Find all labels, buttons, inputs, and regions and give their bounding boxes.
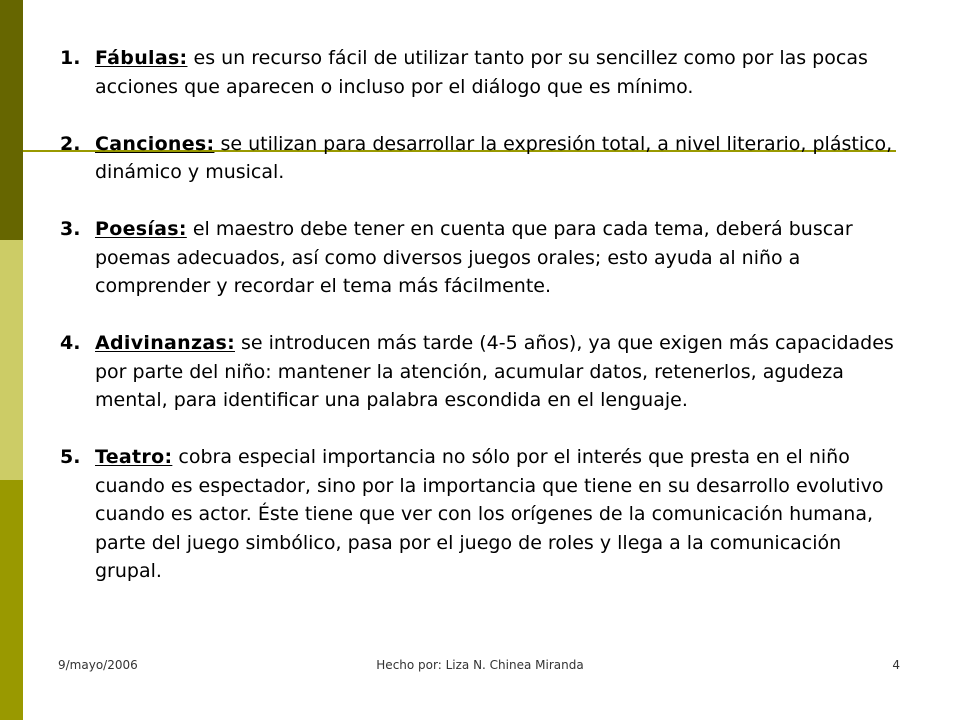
item-term: Poesías:: [95, 218, 187, 240]
side-bar-top: [0, 0, 23, 240]
list-item-teatro: [60, 443, 900, 586]
item-text: el maestro debe tener en cuenta que para cada tema, deberá buscar poemas adecuados, así como diversos juegos orales; esto ayuda al niño a comprender y recordar el tema más fácilmente.: [95, 218, 853, 297]
item-body: [95, 329, 900, 415]
footer-date: 9/mayo/2006: [58, 658, 138, 672]
side-bar-middle: [0, 240, 23, 480]
item-term: Canciones:: [95, 132, 215, 155]
item-text: se utilizan para desarrollar la expresión total, a nivel literario, plástico, dinámico y musical.: [95, 132, 893, 183]
item-body: [95, 215, 900, 301]
item-number: 2.: [60, 132, 81, 155]
list-item-poesias: [60, 215, 900, 301]
item-number: 4.: [60, 332, 81, 354]
item-body: [95, 130, 900, 187]
item-term: Fábulas:: [95, 47, 188, 69]
footer-page-number: 4: [892, 658, 900, 672]
slide-footer: [0, 658, 960, 678]
item-number: 3.: [60, 218, 81, 240]
item-text: cobra especial importancia no sólo por el interés que presta en el niño cuando es espectador, sino por la importancia que tiene en su desarrollo evolutivo cuando es actor. Éste tiene que ver con los orígenes de la comunicación humana, parte del juego simbólico, pasa por el juego de roles y llega a la comunicación grupal.: [95, 446, 884, 582]
item-term: Teatro:: [95, 446, 173, 468]
item-number: 1.: [60, 47, 81, 69]
item-text: es un recurso fácil de utilizar tanto por su sencillez como por las pocas acciones que aparecen o incluso por el diálogo que es mínimo.: [95, 47, 868, 98]
item-term: Adivinanzas:: [95, 332, 235, 354]
list-item-fabulas: [60, 44, 900, 101]
item-number: 5.: [60, 446, 81, 468]
item-body: [95, 44, 900, 101]
slide-content: [60, 44, 900, 614]
item-body: [95, 443, 900, 586]
item-text: se introducen más tarde (4-5 años), ya que exigen más capacidades por parte del niño: mantener la atención, acumular datos, retenerlos, agudeza mental, para identificar una palabra escondida en el lenguaje.: [95, 332, 894, 411]
list-item-adivinanzas: [60, 329, 900, 415]
side-bar-bottom: [0, 480, 23, 720]
footer-author: Hecho por: Liza N. Chinea Miranda: [376, 658, 584, 672]
list-item-canciones: [60, 130, 900, 187]
